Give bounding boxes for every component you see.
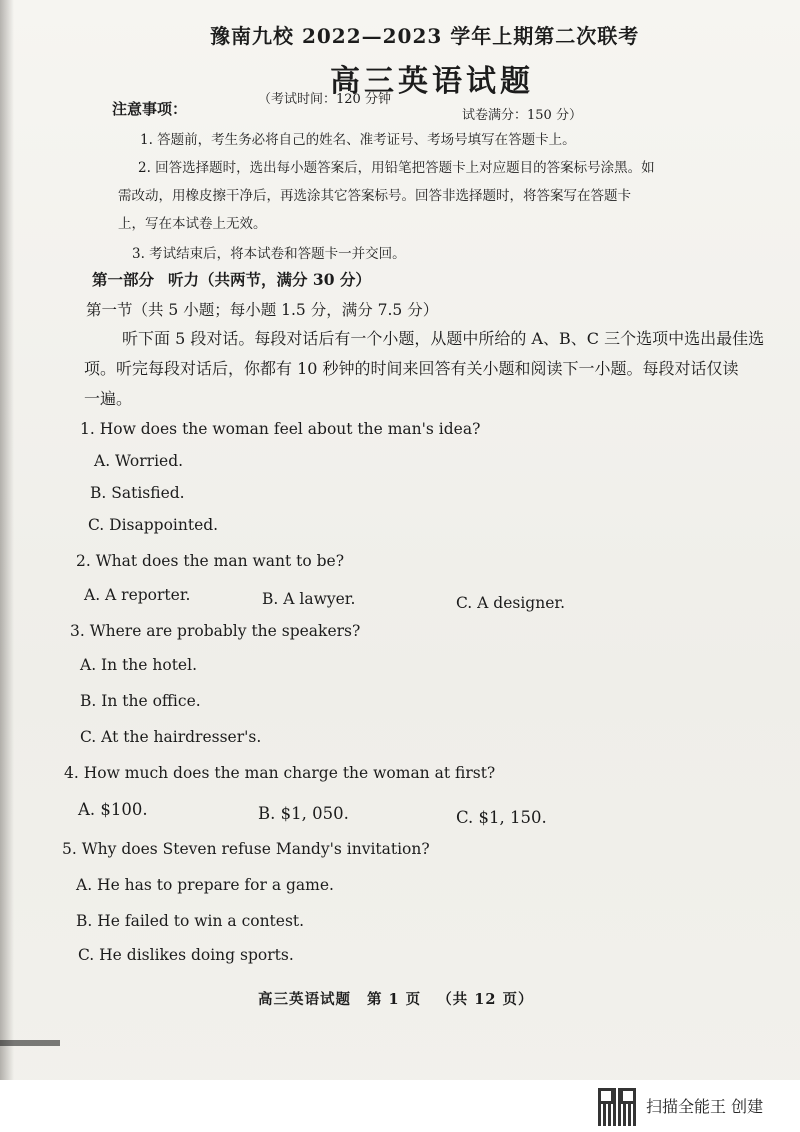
question-4-stem: 4. How much does the man charge the woman at first? — [64, 764, 496, 782]
question-4-option-b: B. $1, 050. — [258, 804, 349, 823]
notice-line-3: 需改动，用橡皮擦干净后，再选涂其它答案标号。回答非选择题时，将答案写在答题卡 — [118, 188, 631, 204]
page-edge-shadow — [0, 0, 14, 1132]
section1-heading: 第一节（共 5 小题；每小题 1.5 分，满分 7.5 分） — [86, 301, 439, 319]
question-3-option-c: C. At the hairdresser's. — [80, 728, 262, 746]
footer-total: （共 12 页） — [437, 991, 534, 1008]
exam-series-title: 豫南九校 2022—2023 学年上期第二次联考 — [210, 24, 640, 48]
footer-page: 第 1 页 — [367, 991, 422, 1008]
question-3-option-b: B. In the office. — [80, 692, 201, 710]
notice-line-4: 上，写在本试卷上无效。 — [118, 216, 267, 232]
footer-subject: 高三英语试题 — [258, 991, 351, 1008]
question-5-option-a: A. He has to prepare for a game. — [76, 876, 334, 894]
instruction-line-1: 听下面 5 段对话。每段对话后有一个小题，从题中所给的 A、B、C 三个选项中选出最佳选 — [122, 329, 765, 348]
question-1-option-a: A. Worried. — [94, 452, 184, 470]
page-edge-mark — [0, 1040, 60, 1046]
page-title: 高三英语试题 — [330, 64, 534, 99]
question-1-stem: 1. How does the woman feel about the man's idea? — [80, 420, 481, 438]
part1-title: 听力（共两节，满分 30 分） — [168, 270, 371, 289]
question-3-stem: 3. Where are probably the speakers? — [70, 622, 361, 640]
question-2-option-b: B. A lawyer. — [262, 590, 356, 608]
question-5-option-c: C. He dislikes doing sports. — [78, 946, 294, 964]
question-2-stem: 2. What does the man want to be? — [76, 552, 345, 570]
scanner-watermark-text: 扫描全能王 创建 — [646, 1097, 764, 1116]
part1-heading — [92, 268, 371, 290]
instruction-line-2: 项。听完每段对话后，你都有 10 秒钟的时间来回答有关小题和阅读下一小题。每段对话仅读 — [84, 359, 739, 378]
question-4-option-c: C. $1, 150. — [456, 808, 547, 827]
question-5-option-b: B. He failed to win a contest. — [76, 912, 305, 930]
notice-line-5: 3. 考试结束后，将本试卷和答题卡一并交回。 — [132, 246, 406, 262]
question-2-option-a: A. A reporter. — [84, 586, 191, 604]
instruction-line-3: 一遍。 — [84, 389, 133, 408]
question-5-stem: 5. Why does Steven refuse Mandy's invitation? — [62, 840, 430, 858]
part1-label: 第一部分 — [92, 270, 155, 289]
notice-heading: 注意事项： — [112, 100, 188, 118]
qr-code-icon — [598, 1088, 636, 1126]
question-4-option-a: A. $100. — [78, 800, 148, 819]
page-footer — [258, 988, 533, 1009]
notice-line-1: 1. 答题前，考生务必将自己的姓名、准考证号、考场号填写在答题卡上。 — [140, 132, 576, 148]
exam-score: 试卷满分：150 分） — [462, 108, 582, 123]
question-3-option-a: A. In the hotel. — [80, 656, 197, 674]
notice-line-2: 2. 回答选择题时，选出每小题答案后，用铅笔把答题卡上对应题目的答案标号涂黑。如 — [138, 160, 655, 176]
question-1-option-c: C. Disappointed. — [88, 516, 219, 534]
question-1-option-b: B. Satisfied. — [90, 484, 185, 502]
exam-time: （考试时间：120 分钟 — [258, 92, 391, 107]
question-2-option-c: C. A designer. — [456, 594, 565, 612]
